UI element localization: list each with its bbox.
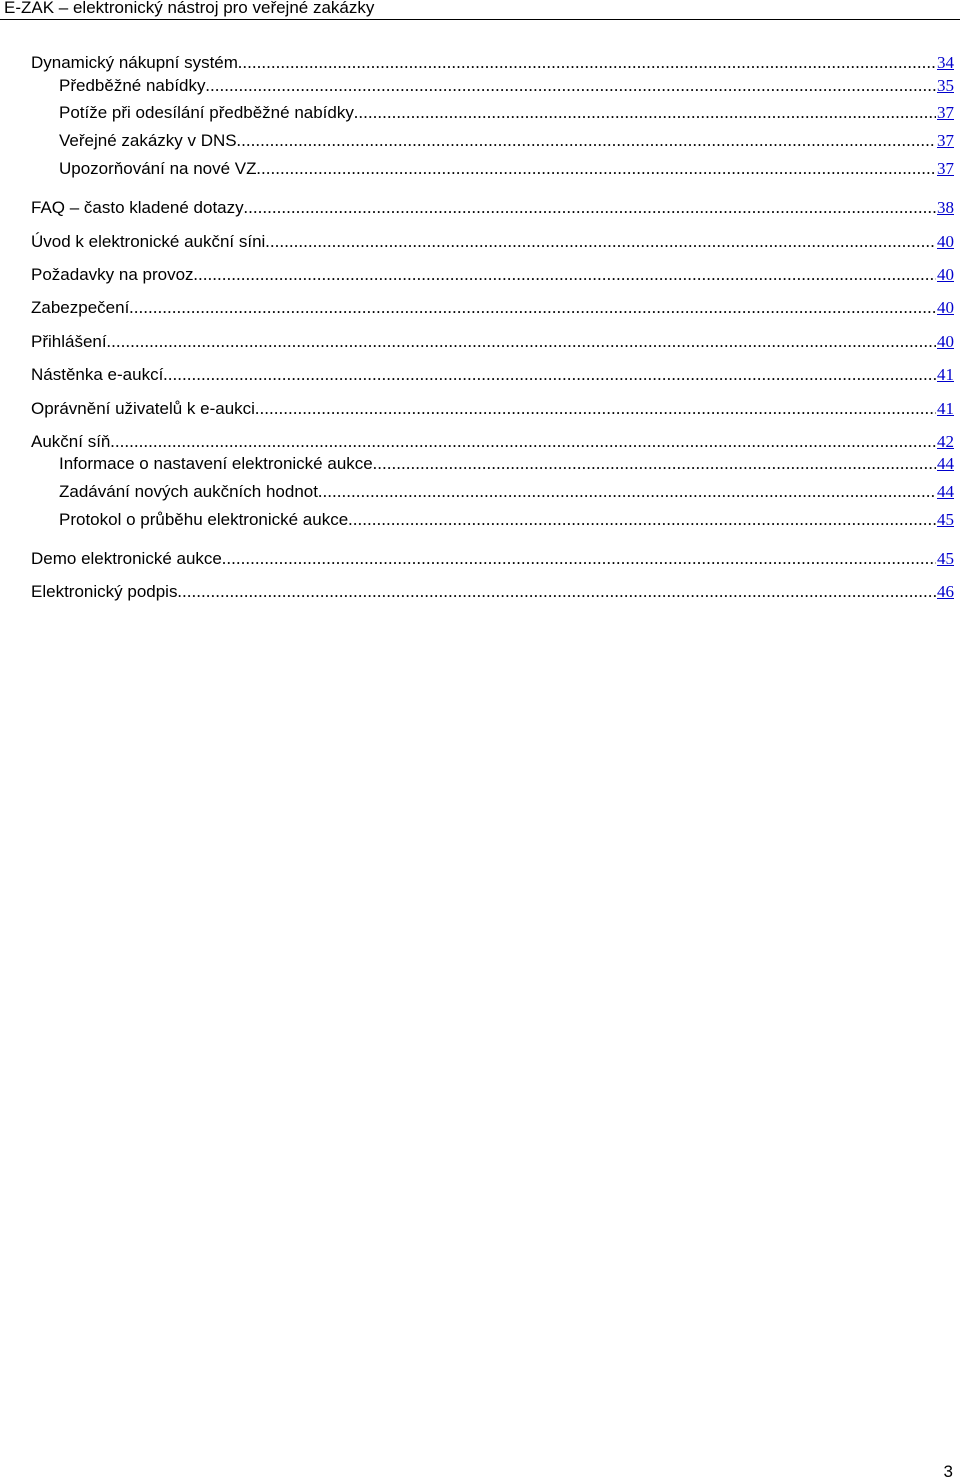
toc-entry[interactable] — [59, 481, 954, 503]
toc-entry-title: Přihlášení — [31, 332, 107, 351]
toc-page-link[interactable]: 41 — [937, 365, 954, 384]
toc-entry[interactable] — [59, 453, 954, 475]
toc-page-link[interactable]: 40 — [937, 332, 954, 351]
toc-entry[interactable] — [31, 197, 954, 219]
toc-leader-dots — [107, 331, 936, 353]
toc-entry[interactable] — [59, 130, 954, 152]
toc-entry-title: Dynamický nákupní systém — [31, 53, 238, 72]
toc-page-link[interactable]: 46 — [937, 582, 954, 601]
toc-entry[interactable] — [59, 158, 954, 180]
toc-entry[interactable] — [59, 75, 954, 97]
toc-leader-dots — [177, 581, 936, 603]
toc-page-link[interactable]: 42 — [937, 432, 954, 451]
toc-entry-title: Požadavky na provoz — [31, 265, 194, 284]
toc-leader-dots — [194, 264, 936, 286]
toc-leader-dots — [163, 364, 936, 386]
toc-entry[interactable] — [31, 398, 954, 420]
toc-entry-title: FAQ – často kladené dotazy — [31, 198, 244, 217]
toc-page-link[interactable]: 45 — [937, 549, 954, 568]
toc-leader-dots — [237, 130, 936, 152]
toc-entry-title: Informace o nastavení elektronické aukce — [59, 454, 373, 473]
toc-leader-dots — [257, 158, 936, 180]
toc-entry-title: Aukční síň — [31, 432, 111, 451]
toc-page-link[interactable]: 34 — [937, 53, 954, 72]
toc-page-link[interactable]: 41 — [937, 399, 954, 418]
toc-entry-title: Nástěnka e-aukcí — [31, 365, 164, 384]
toc-entry-title: Potíže při odesílání předběžné nabídky — [59, 103, 354, 122]
toc-entry-title: Zadávání nových aukčních hodnot — [59, 482, 318, 501]
toc-entry[interactable] — [31, 581, 954, 603]
toc-leader-dots — [129, 297, 936, 319]
toc-page-link[interactable]: 40 — [937, 265, 954, 284]
document-title: E-ZAK – elektronický nástroj pro veřejné zakázky — [4, 0, 375, 17]
page-header — [0, 0, 960, 20]
toc-leader-dots — [244, 197, 936, 219]
toc-entry[interactable] — [31, 331, 954, 353]
toc-entry[interactable] — [31, 548, 954, 570]
toc-page-link[interactable]: 37 — [937, 159, 954, 178]
toc-leader-dots — [238, 52, 936, 74]
toc-leader-dots — [110, 431, 936, 453]
toc-entry-title: Oprávnění uživatelů k e-aukci — [31, 399, 255, 418]
toc-page-link[interactable]: 37 — [937, 131, 954, 150]
toc-page-link[interactable]: 40 — [937, 298, 954, 317]
toc-entry[interactable] — [31, 364, 954, 386]
toc-page-link[interactable]: 35 — [937, 76, 954, 95]
toc-entry[interactable] — [31, 52, 954, 74]
toc-entry-title: Zabezpečení — [31, 298, 130, 317]
toc-leader-dots — [255, 398, 936, 420]
toc-page-link[interactable]: 44 — [937, 454, 954, 473]
toc-leader-dots — [354, 102, 936, 124]
toc-entry[interactable] — [31, 264, 954, 286]
toc-page-link[interactable]: 44 — [937, 482, 954, 501]
toc-entry-title: Úvod k elektronické aukční síni — [31, 232, 266, 251]
toc-page-link[interactable]: 45 — [937, 510, 954, 529]
toc-leader-dots — [373, 453, 936, 475]
toc-page-link[interactable]: 38 — [937, 198, 954, 217]
toc-page-link[interactable]: 37 — [937, 103, 954, 122]
toc-leader-dots — [348, 509, 936, 531]
toc-entry-title: Demo elektronické aukce — [31, 549, 222, 568]
toc-entry[interactable] — [31, 231, 954, 253]
toc-entry-title: Veřejné zakázky v DNS — [59, 131, 237, 150]
toc-page-link[interactable]: 40 — [937, 232, 954, 251]
toc-entry[interactable] — [31, 297, 954, 319]
toc-leader-dots — [318, 481, 936, 503]
toc-entry[interactable] — [59, 509, 954, 531]
toc-leader-dots — [265, 231, 936, 253]
toc-entry[interactable] — [31, 431, 954, 453]
toc-leader-dots — [222, 548, 936, 570]
toc-entry-title: Elektronický podpis — [31, 582, 178, 601]
page-number: 3 — [943, 1462, 953, 1481]
toc-entry-title: Protokol o průběhu elektronické aukce — [59, 510, 349, 529]
toc-leader-dots — [206, 75, 937, 97]
toc-entry-title: Předběžné nabídky — [59, 76, 206, 95]
toc-entry[interactable] — [59, 102, 954, 124]
toc-entry-title: Upozorňování na nové VZ — [59, 159, 257, 178]
